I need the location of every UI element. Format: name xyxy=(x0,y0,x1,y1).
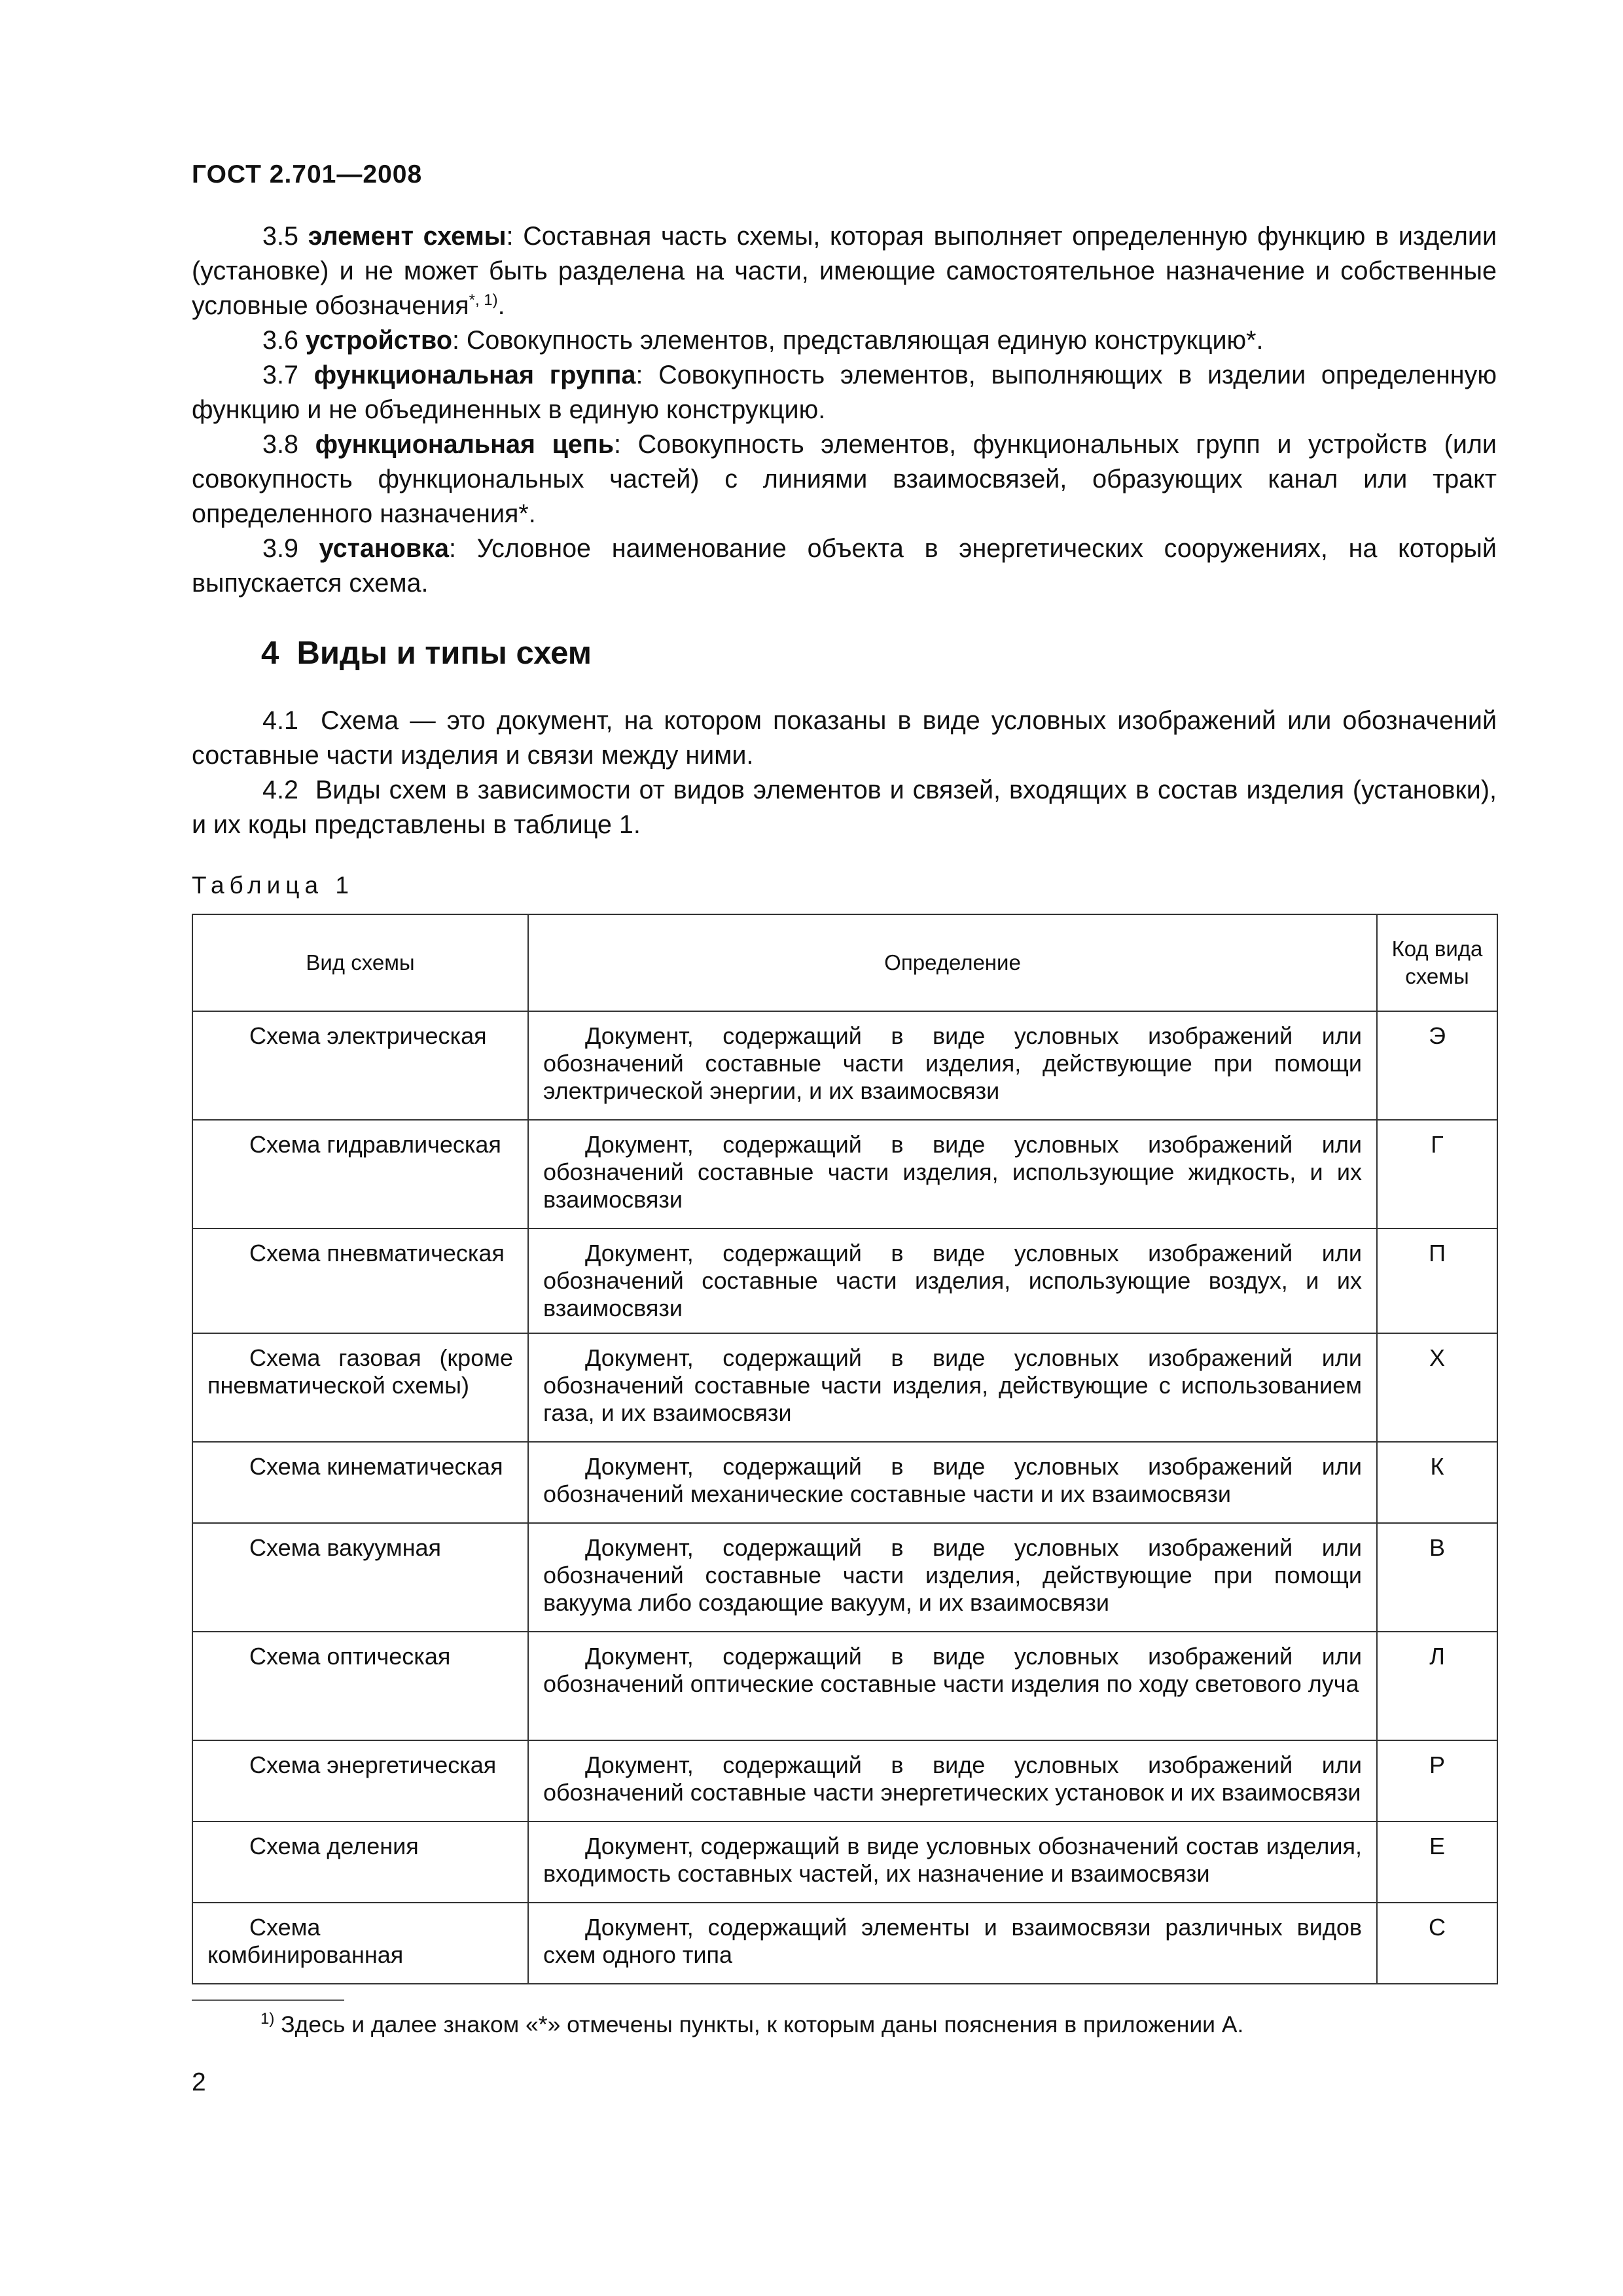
clause-number: 3.6 xyxy=(262,326,298,355)
definitions-block xyxy=(192,219,1497,601)
term: установка xyxy=(319,534,449,563)
definition-paragraph xyxy=(192,427,1497,531)
footnote-mark: 1) xyxy=(260,2010,275,2028)
scheme-definition: Документ, содержащий в виде условных изображений или обозначений механические составные части и их взаимосвязи xyxy=(543,1453,1362,1507)
section-paragraph xyxy=(192,704,1497,773)
scheme-definition: Документ, содержащий в виде условных изображений или обозначений составные части изделия, использующие воздух, и их взаимосвязи xyxy=(543,1240,1362,1321)
clause-number: 3.8 xyxy=(262,430,298,459)
scheme-definition: Документ, содержащий в виде условных изображений или обозначений составные части изделия, действующие при помощи вакуума либо создающие вакуум, и их взаимосвязи xyxy=(543,1534,1362,1616)
definition-text: : Условное наименование объекта в энергетических сооружениях, на который выпускается схема. xyxy=(192,534,1497,598)
scheme-kind: Схема гидравлическая xyxy=(249,1131,501,1158)
clause-number: 3.5 xyxy=(262,222,298,251)
section-body xyxy=(192,704,1497,842)
scheme-definition: Документ, содержащий в виде условных изображений или обозначений оптические составные части изделия по ходу светового луча xyxy=(543,1643,1362,1697)
clause-number: 4.2 xyxy=(262,776,298,804)
section-title xyxy=(261,635,592,672)
section-paragraph xyxy=(192,773,1497,842)
scheme-code: Э xyxy=(1377,1011,1497,1120)
scheme-code: С xyxy=(1377,1903,1497,1984)
definition-paragraph xyxy=(192,358,1497,427)
section-number: 4 xyxy=(261,636,279,671)
table-caption: Таблица 1 xyxy=(192,872,354,899)
scheme-kind: Схема комбинированная xyxy=(207,1914,404,1968)
table-row xyxy=(192,1903,1497,1984)
table-row xyxy=(192,1442,1497,1523)
table-row xyxy=(192,1333,1497,1442)
column-header-kind: Вид схемы xyxy=(192,914,528,1011)
clause-number: 4.1 xyxy=(262,706,298,735)
scheme-definition: Документ, содержащий в виде условных изображений или обозначений составные части изделия, действующие с использованием газа, и их взаимосвязи xyxy=(543,1344,1362,1426)
scheme-code: П xyxy=(1377,1229,1497,1333)
scheme-code: Г xyxy=(1377,1120,1497,1229)
scheme-kind: Схема энергетическая xyxy=(249,1751,497,1778)
footnote-marker: *, 1) xyxy=(469,291,498,309)
document-header: ГОСТ 2.701—2008 xyxy=(192,160,423,188)
paragraph-text: Виды схем в зависимости от видов элементов и связей, входящих в состав изделия (установки), и их коды представлены в таблице 1. xyxy=(192,776,1497,839)
column-header-definition: Определение xyxy=(528,914,1377,1011)
table-row xyxy=(192,1120,1497,1229)
term: элемент схемы xyxy=(308,222,507,251)
definition-text: : Совокупность элементов, представляющая единую конструкцию*. xyxy=(452,326,1264,355)
table-row xyxy=(192,1632,1497,1740)
schemes-table xyxy=(192,914,1498,1984)
scheme-code: Р xyxy=(1377,1740,1497,1821)
scheme-definition: Документ, содержащий в виде условных изображений или обозначений составные части энергетических установок и их взаимосвязи xyxy=(543,1751,1362,1806)
definition-paragraph xyxy=(192,531,1497,601)
scheme-code: Х xyxy=(1377,1333,1497,1442)
scheme-definition: Документ, содержащий в виде условных изображений или обозначений составные части изделия, действующие при помощи электрической энергии, и их взаимосвязи xyxy=(543,1022,1362,1104)
scheme-code: В xyxy=(1377,1523,1497,1632)
footnote-divider xyxy=(192,2000,344,2001)
footnote xyxy=(260,2008,1243,2041)
definition-text: : Составная часть схемы, которая выполняет определенную функцию в изделии (установке) и не может быть разделена на части, имеющие самостоятельное назначение и собственные условные обозначения xyxy=(192,222,1497,320)
table-row xyxy=(192,1821,1497,1903)
term: устройство xyxy=(305,326,452,355)
scheme-definition: Документ, содержащий элементы и взаимосвязи различных видов схем одного типа xyxy=(543,1914,1362,1968)
paragraph-text: Схема — это документ, на котором показаны в виде условных изображений или обозначений составные части изделия и связи между ними. xyxy=(192,706,1497,770)
term: функциональная цепь xyxy=(315,430,614,459)
table-row xyxy=(192,1229,1497,1333)
table-row xyxy=(192,1011,1497,1120)
scheme-kind: Схема газовая (кроме пневматической схемы) xyxy=(207,1344,513,1399)
term: функциональная группа xyxy=(313,361,636,389)
table-row xyxy=(192,1740,1497,1821)
table-header-row xyxy=(192,914,1497,1011)
section-title-text: Виды и типы схем xyxy=(296,636,592,671)
column-header-code: Код вида схемы xyxy=(1377,914,1497,1011)
scheme-kind: Схема вакуумная xyxy=(249,1534,442,1561)
page-number: 2 xyxy=(192,2068,206,2096)
scheme-kind: Схема деления xyxy=(249,1833,419,1859)
scheme-kind: Схема пневматическая xyxy=(249,1240,505,1266)
definition-paragraph xyxy=(192,219,1497,323)
table-row xyxy=(192,1523,1497,1632)
scheme-kind: Схема кинематическая xyxy=(249,1453,503,1480)
sentence-end: . xyxy=(497,291,505,320)
scheme-code: Л xyxy=(1377,1632,1497,1740)
definition-text: : Совокупность элементов, функциональных групп и устройств (или совокупность функциональных частей) с линиями взаимосвязей, образующих канал или тракт определенного назначения*. xyxy=(192,430,1497,528)
scheme-definition: Документ, содержащий в виде условных изображений или обозначений составные части изделия, использующие жидкость, и их взаимосвязи xyxy=(543,1131,1362,1213)
scheme-code: Е xyxy=(1377,1821,1497,1903)
definition-paragraph xyxy=(192,323,1497,358)
scheme-kind: Схема оптическая xyxy=(249,1643,451,1670)
definition-text: : Совокупность элементов, выполняющих в изделии определенную функцию и не объединенных в единую конструкцию. xyxy=(192,361,1497,424)
scheme-definition: Документ, содержащий в виде условных обозначений состав изделия, входимость составных частей, их назначение и взаимосвязи xyxy=(543,1833,1362,1887)
footnote-text: Здесь и далее знаком «*» отмечены пункты, к которым даны пояснения в приложении А. xyxy=(281,2011,1244,2037)
scheme-code: К xyxy=(1377,1442,1497,1523)
clause-number: 3.9 xyxy=(262,534,298,563)
clause-number: 3.7 xyxy=(262,361,298,389)
scheme-kind: Схема электрическая xyxy=(249,1022,487,1049)
